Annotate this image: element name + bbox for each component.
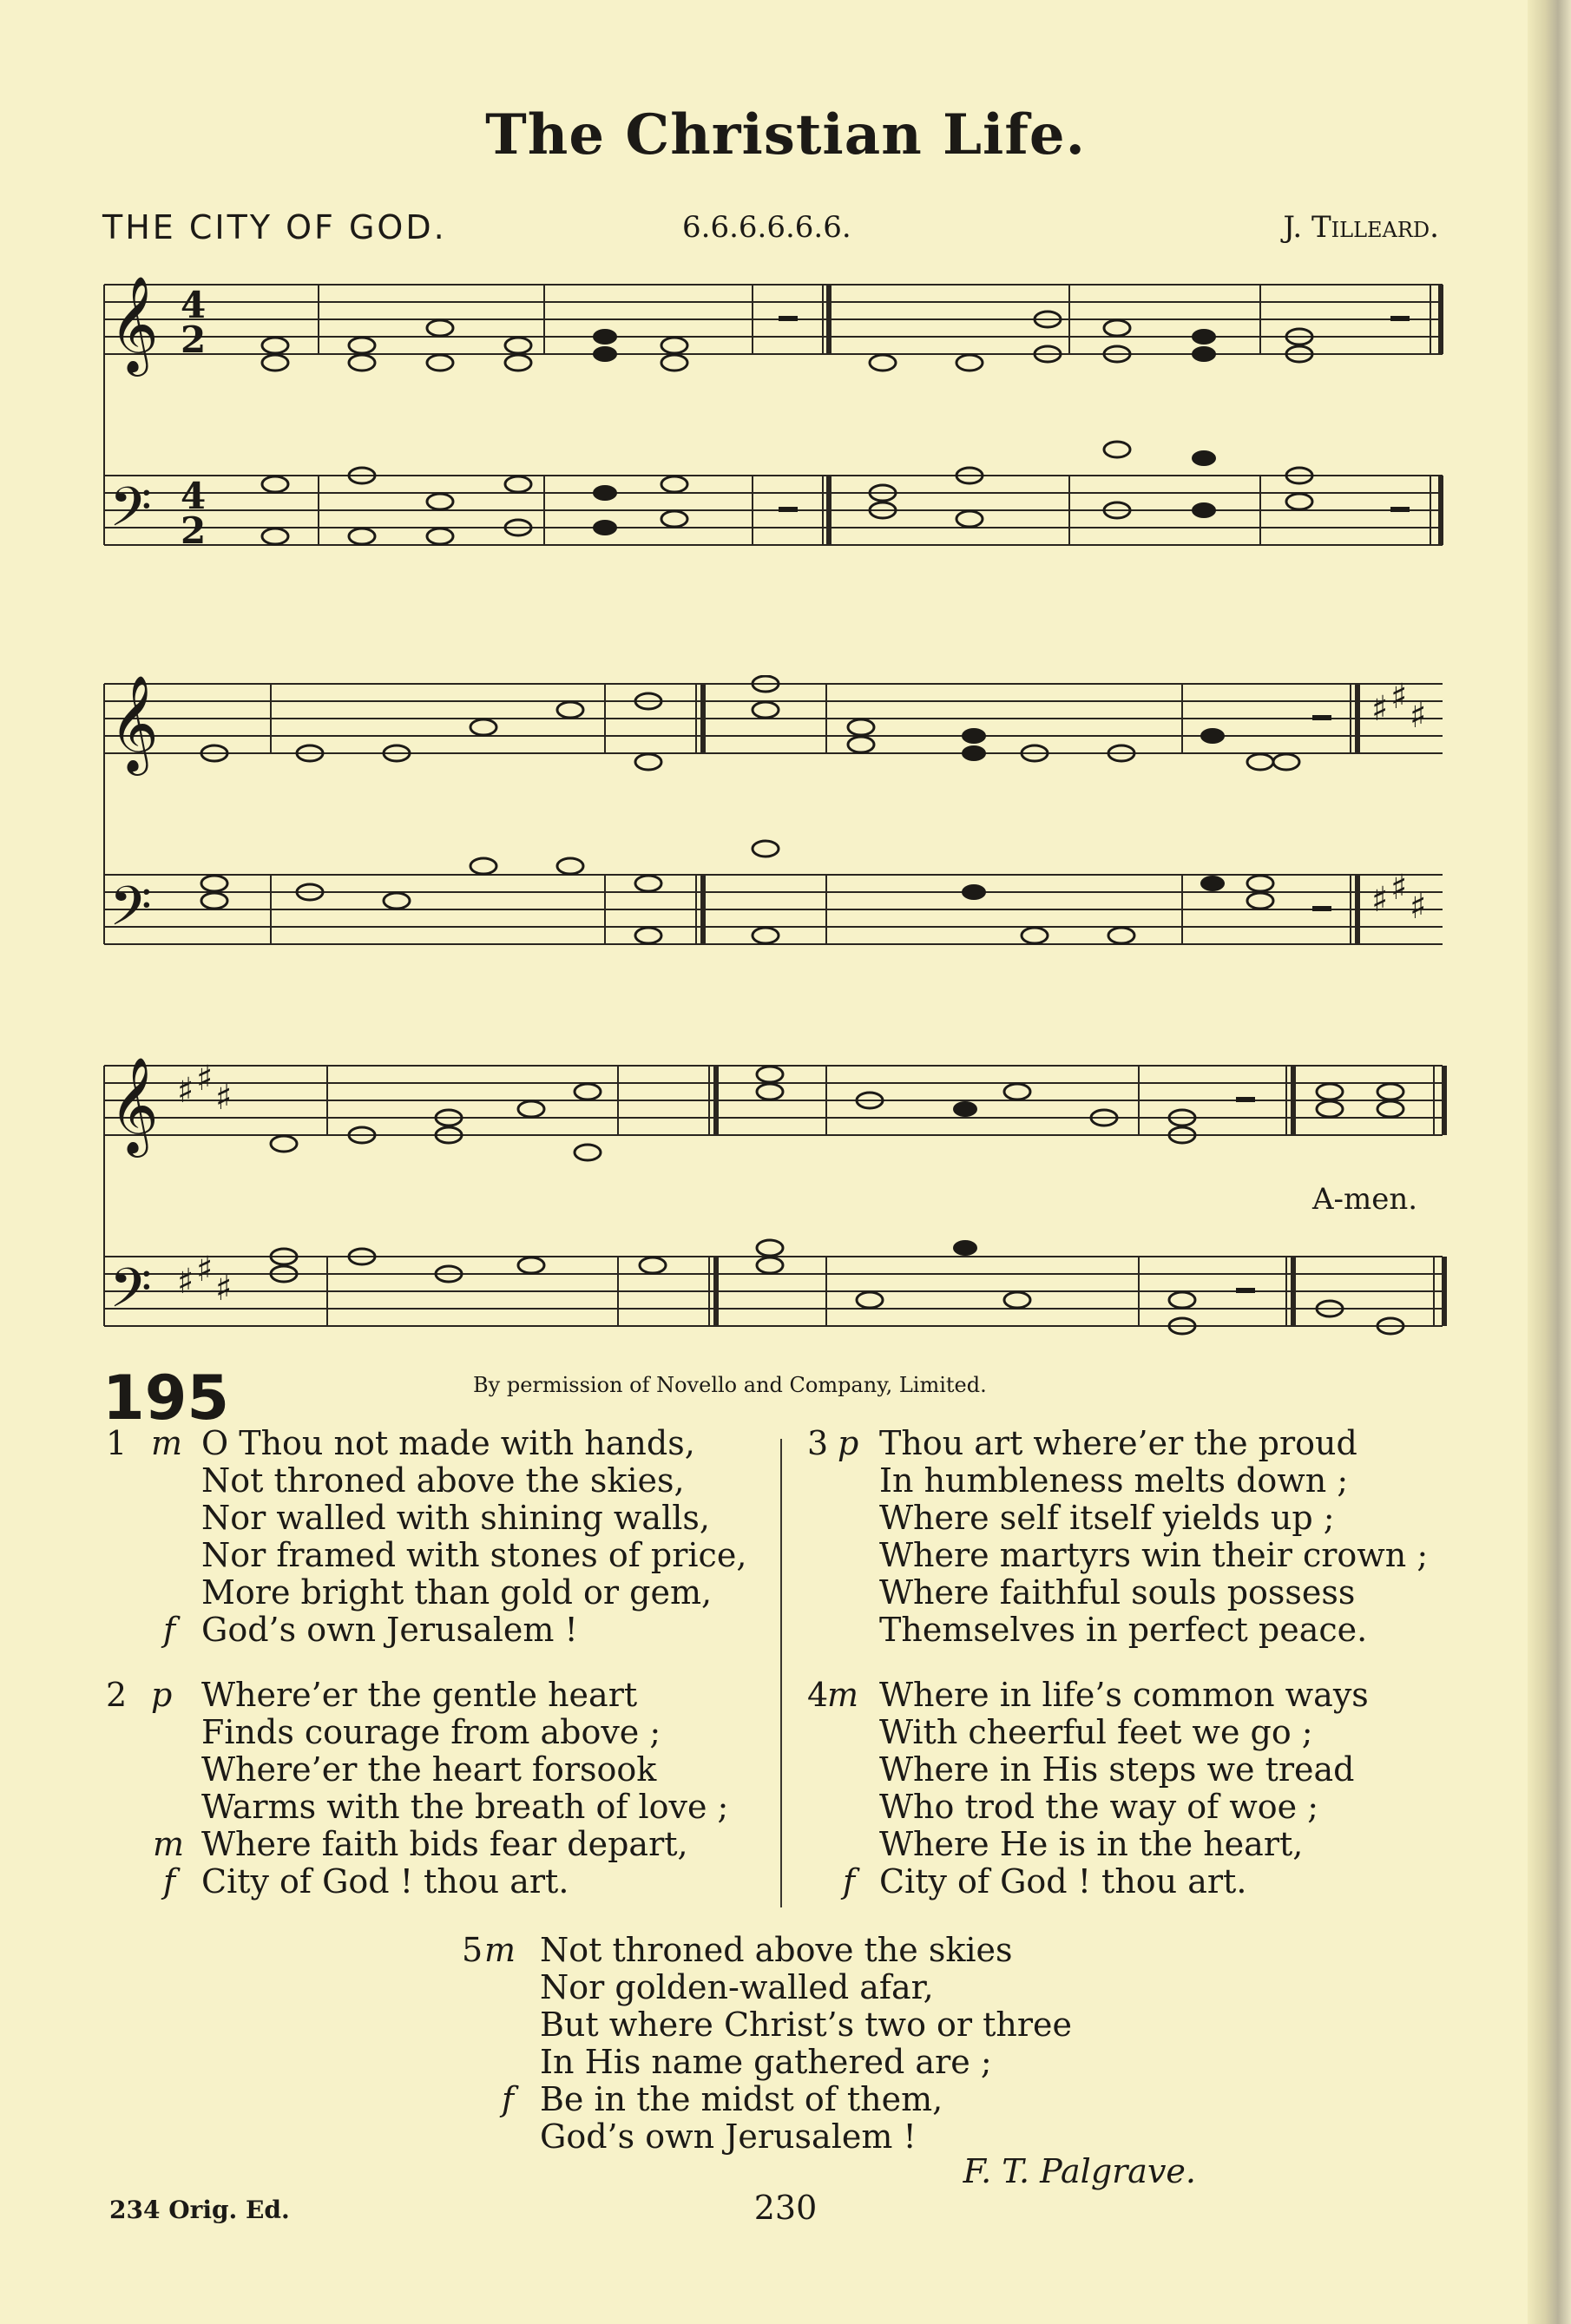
stanza-line: God’s own Jerusalem ! — [201, 1611, 578, 1649]
stanza-line: Where in life’s common ways — [879, 1676, 1369, 1714]
dynamic-mark: f — [843, 1862, 856, 1901]
dynamic-mark: m — [153, 1825, 185, 1863]
stanza-number: 1 — [106, 1424, 128, 1462]
stanza-line: Who trod the way of woe ; — [879, 1788, 1319, 1826]
music-system-3-svg — [97, 1057, 1451, 1352]
amen-label: A-men. — [1312, 1182, 1418, 1217]
svg-text:♯: ♯ — [215, 1078, 233, 1118]
svg-text:𝄞: 𝄞 — [109, 276, 159, 372]
stanza-line: Where’er the gentle heart — [201, 1676, 638, 1714]
svg-text:𝄞: 𝄞 — [109, 675, 159, 771]
column-divider — [780, 1439, 782, 1907]
stanza-line: Not throned above the skies, — [201, 1461, 685, 1500]
tune-header — [102, 208, 1439, 252]
stanza-2 — [106, 1677, 728, 1901]
stanza-number: 2 — [106, 1676, 128, 1714]
stanza-number: 4 — [807, 1676, 829, 1714]
dynamic-mark: p — [838, 1424, 859, 1462]
stanza-line: Where’er the heart forsook — [201, 1750, 657, 1789]
stanza-line: Not throned above the skies — [540, 1931, 1013, 1969]
svg-text:♯: ♯ — [1371, 880, 1389, 920]
stanza-line: More bright than gold or gem, — [201, 1573, 713, 1612]
stanza-3 — [786, 1425, 1428, 1649]
stanza-number: 3 — [807, 1424, 829, 1462]
svg-text:𝄢: 𝄢 — [109, 475, 152, 552]
stanza-line: Warms with the breath of love ; — [201, 1788, 729, 1826]
stanza-line: Themselves in perfect peace. — [879, 1611, 1368, 1649]
stanza-line: Be in the midst of them, — [540, 2080, 943, 2118]
tune-name: THE CITY OF GOD. — [102, 208, 447, 246]
music-system-2 — [97, 675, 1451, 962]
stanza-line: Nor walled with shining walls, — [201, 1499, 710, 1537]
original-edition-ref: 234 Orig. Ed. — [109, 2196, 290, 2224]
stanza-line: In humbleness melts down ; — [879, 1461, 1349, 1500]
permission-note: By permission of Novello and Company, Limited. — [473, 1373, 987, 1397]
music-system-2-svg — [97, 675, 1451, 962]
section-title: The Christian Life. — [485, 102, 1086, 167]
music-system-1 — [97, 276, 1451, 562]
page-edge-shadow — [1528, 0, 1571, 2324]
svg-text:♯: ♯ — [177, 1262, 194, 1302]
stanza-line: Nor framed with stones of price, — [201, 1536, 747, 1574]
svg-text:♯: ♯ — [196, 1250, 214, 1290]
author-credit: F. T. Palgrave. — [963, 2152, 1196, 2190]
dynamic-mark: m — [827, 1676, 859, 1714]
time-sig-bottom: 2 — [181, 318, 207, 361]
stanza-line: Where self itself yields up ; — [879, 1499, 1335, 1537]
dynamic-mark: f — [163, 1611, 176, 1649]
stanza-line: O Thou not made with hands, — [201, 1424, 695, 1462]
stanza-line: In His name gathered are ; — [540, 2043, 992, 2081]
stanza-line: But where Christ’s two or three — [540, 2006, 1073, 2044]
dynamic-mark: f — [163, 1862, 176, 1901]
stanza-line: Where faith bids fear depart, — [201, 1825, 688, 1863]
hymn-number: 195 — [102, 1362, 230, 1434]
svg-text:𝄢: 𝄢 — [109, 1256, 152, 1333]
tune-composer: J. Tilleard. — [1283, 210, 1439, 245]
stanza-line: Where faithful souls possess — [879, 1573, 1356, 1612]
stanza-line: With cheerful feet we go ; — [879, 1713, 1313, 1751]
stanza-1 — [106, 1425, 746, 1649]
stanza-line: City of God ! thou art. — [879, 1862, 1247, 1901]
svg-text:♯: ♯ — [177, 1071, 194, 1111]
dynamic-mark: m — [484, 1931, 516, 1969]
dynamic-mark: m — [151, 1424, 183, 1462]
stanza-line: Where He is in the heart, — [879, 1825, 1304, 1863]
svg-text:♯: ♯ — [1371, 689, 1389, 729]
svg-text:♯: ♯ — [1390, 677, 1408, 717]
time-sig-bottom-bass: 2 — [181, 509, 207, 552]
dynamic-mark: f — [502, 2080, 515, 2118]
stanza-line: Where in His steps we tread — [879, 1750, 1355, 1789]
stanza-line: Thou art where’er the proud — [879, 1424, 1357, 1462]
time-sig-top-bass: 4 — [181, 475, 207, 517]
svg-text:𝄞: 𝄞 — [109, 1057, 159, 1153]
svg-text:♯: ♯ — [1390, 868, 1408, 908]
dynamic-mark: p — [151, 1676, 173, 1714]
stanza-line: Finds courage from above ; — [201, 1713, 661, 1751]
music-system-1-svg — [97, 276, 1451, 562]
svg-text:♯: ♯ — [196, 1059, 214, 1099]
stanza-line: God’s own Jerusalem ! — [540, 2117, 917, 2156]
tune-meter: 6.6.6.6.6.6. — [682, 210, 851, 245]
svg-text:♯: ♯ — [215, 1269, 233, 1309]
svg-text:♯: ♯ — [1410, 696, 1427, 736]
svg-text:𝄢: 𝄢 — [109, 874, 152, 951]
music-system-3 — [97, 1057, 1451, 1352]
stanza-line: City of God ! thou art. — [201, 1862, 569, 1901]
stanza-4 — [786, 1677, 1369, 1901]
stanza-line: Nor golden-walled afar, — [540, 1968, 934, 2006]
svg-text:♯: ♯ — [1410, 887, 1427, 927]
stanza-line: Where martyrs win their crown ; — [879, 1536, 1429, 1574]
stanza-5 — [444, 1932, 1072, 2156]
page-number: 230 — [753, 2189, 818, 2227]
time-sig-top: 4 — [181, 284, 207, 326]
stanza-number: 5 — [462, 1931, 483, 1969]
